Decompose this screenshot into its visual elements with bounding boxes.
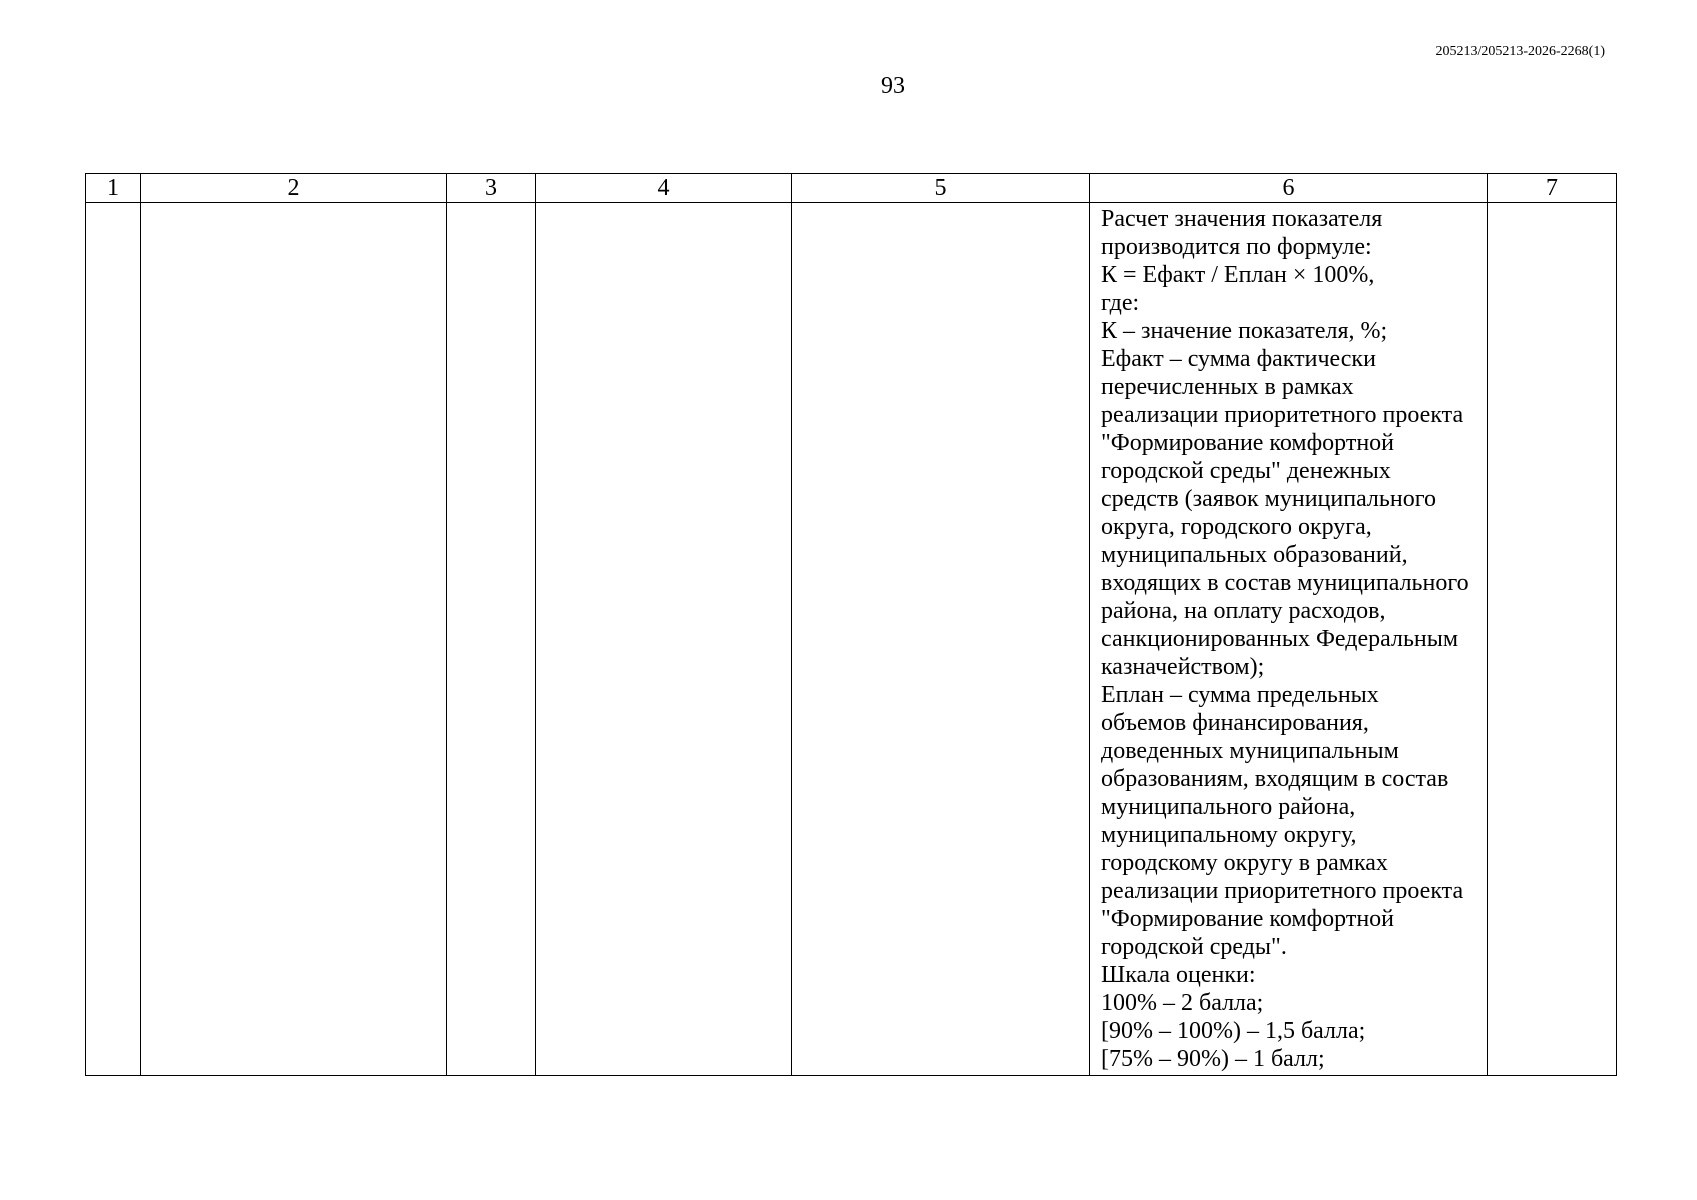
column-header-4: 4 bbox=[536, 174, 792, 203]
column-header-7: 7 bbox=[1488, 174, 1617, 203]
cell-col-5 bbox=[792, 203, 1090, 1076]
text-line: муниципальных образований, bbox=[1101, 542, 1408, 568]
text-line: объемов финансирования, bbox=[1101, 710, 1369, 736]
text-line: перечисленных в рамках bbox=[1101, 374, 1354, 400]
text-line: входящих в состав муниципального bbox=[1101, 570, 1469, 596]
text-line: "Формирование комфортной bbox=[1101, 430, 1395, 456]
text-line: реализации приоритетного проекта bbox=[1101, 402, 1464, 428]
cell-col-2 bbox=[141, 203, 447, 1076]
text-line: средств (заявок муниципального bbox=[1101, 486, 1436, 512]
text-line: городской среды" денежных bbox=[1101, 458, 1391, 484]
column-header-5: 5 bbox=[792, 174, 1090, 203]
text-line: [90% – 100%) – 1,5 балла; bbox=[1101, 1018, 1366, 1044]
column-header-1: 1 bbox=[86, 174, 141, 203]
text-line: казначейством); bbox=[1101, 654, 1265, 680]
text-line: К = Ефакт / Еплан × 100%, bbox=[1101, 262, 1375, 288]
text-line: доведенных муниципальным bbox=[1101, 738, 1399, 764]
page-number: 93 bbox=[881, 73, 905, 99]
text-line: Расчет значения показателя bbox=[1101, 206, 1383, 232]
cell-col-3 bbox=[447, 203, 536, 1076]
document-id: 205213/205213-2026-2268(1) bbox=[1435, 44, 1605, 59]
cell-col-7 bbox=[1488, 203, 1617, 1076]
text-line: К – значение показателя, %; bbox=[1101, 318, 1388, 344]
text-line: [75% – 90%) – 1 балл; bbox=[1101, 1046, 1325, 1072]
text-line: городскому округу в рамках bbox=[1101, 850, 1388, 876]
text-line: Ефакт – сумма фактически bbox=[1101, 346, 1376, 372]
text-line: городской среды". bbox=[1101, 934, 1287, 960]
table-row bbox=[86, 203, 1617, 1076]
text-line: 100% – 2 балла; bbox=[1101, 990, 1264, 1016]
cell-col-1 bbox=[86, 203, 141, 1076]
text-line: округа, городского округа, bbox=[1101, 514, 1372, 540]
column-number-row bbox=[86, 174, 1617, 203]
column-header-6: 6 bbox=[1090, 174, 1488, 203]
text-line: Шкала оценки: bbox=[1101, 962, 1256, 988]
text-line: образованиям, входящим в состав bbox=[1101, 766, 1449, 792]
text-line: района, на оплату расходов, bbox=[1101, 598, 1386, 624]
cell-col-6 bbox=[1090, 203, 1488, 1076]
indicator-calculation-text bbox=[1090, 203, 1487, 1073]
text-line: производится по формуле: bbox=[1101, 234, 1372, 260]
text-line: где: bbox=[1101, 290, 1140, 316]
cell-col-4 bbox=[536, 203, 792, 1076]
text-line: санкционированных Федеральным bbox=[1101, 626, 1459, 652]
column-header-2: 2 bbox=[141, 174, 447, 203]
text-line: муниципальному округу, bbox=[1101, 822, 1357, 848]
text-line: Еплан – сумма предельных bbox=[1101, 682, 1379, 708]
text-line: реализации приоритетного проекта bbox=[1101, 878, 1464, 904]
text-line: "Формирование комфортной bbox=[1101, 906, 1395, 932]
column-header-3: 3 bbox=[447, 174, 536, 203]
data-table bbox=[85, 173, 1617, 1076]
text-line: муниципального района, bbox=[1101, 794, 1356, 820]
